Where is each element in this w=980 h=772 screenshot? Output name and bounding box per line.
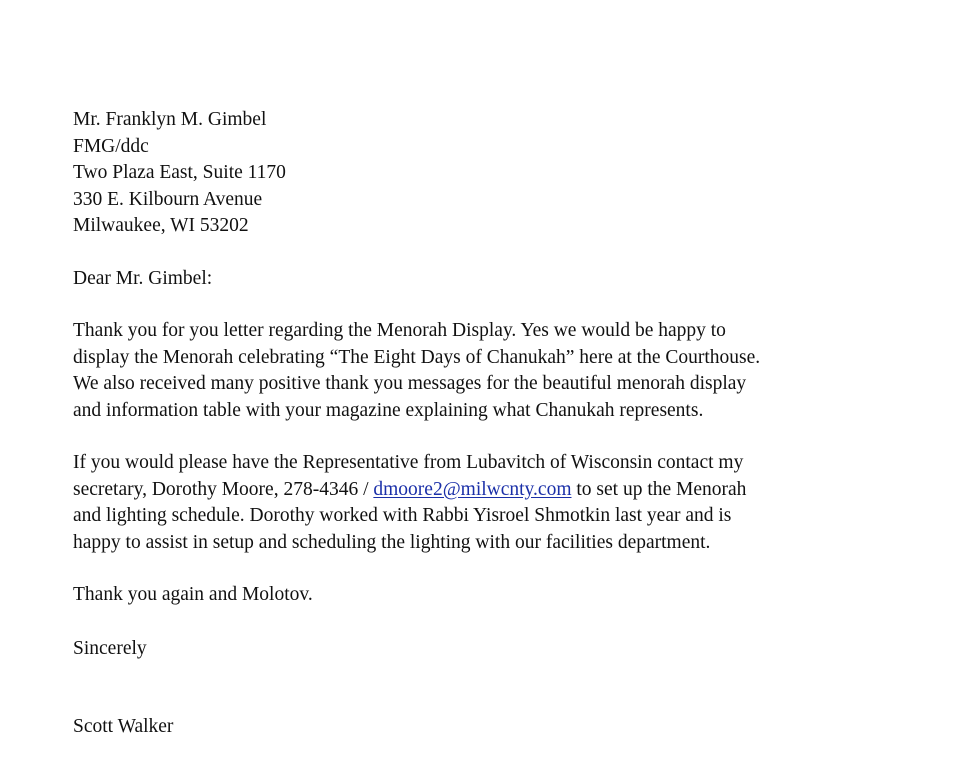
- recipient-address: [73, 107, 973, 240]
- letter-body: [73, 107, 973, 741]
- thanks-line: [73, 582, 973, 609]
- paragraph-2-line: happy to assist in setup and scheduling the lighting with our facilities department.: [73, 531, 711, 553]
- paragraph-2-line-with-email: [73, 477, 973, 504]
- paragraph-1-line: Thank you for you letter regarding the Menorah Display. Yes we would be happy to: [73, 320, 726, 341]
- paragraph-2: [73, 450, 973, 556]
- recipient-reference: FMG/ddc: [73, 135, 149, 157]
- closing: [73, 636, 973, 663]
- paragraph-1: [73, 318, 973, 424]
- recipient-address-line1: Two Plaza East, Suite 1170: [73, 162, 286, 183]
- thanks-text: Thank you again and Molotov.: [73, 584, 313, 605]
- email-link[interactable]: dmoore2@milwcnty.com: [373, 478, 572, 500]
- paragraph-2-text-before-email: secretary, Dorothy Moore, 278-4346 /: [73, 478, 374, 500]
- recipient-city-state-zip: Milwaukee, WI 53202: [73, 215, 249, 236]
- signature: [73, 714, 973, 741]
- signature-name: Scott Walker: [73, 716, 174, 737]
- closing-text: Sincerely: [73, 637, 147, 659]
- paragraph-2-line: If you would please have the Representative from Lubavitch of Wisconsin contact my: [73, 452, 744, 473]
- salutation-text: Dear Mr. Gimbel:: [73, 267, 213, 289]
- paragraph-2-text-after-email: to set up the Menorah: [571, 478, 747, 500]
- paragraph-2-line: and lighting schedule. Dorothy worked with Rabbi Yisroel Shmotkin last year and is: [73, 505, 732, 526]
- paragraph-1-line: and information table with your magazine explaining what Chanukah represents.: [73, 399, 704, 421]
- recipient-name: Mr. Franklyn M. Gimbel: [73, 109, 267, 130]
- recipient-address-line2: 330 E. Kilbourn Avenue: [73, 188, 263, 210]
- salutation: [73, 266, 973, 293]
- paragraph-1-line: We also received many positive thank you messages for the beautiful menorah display: [73, 373, 747, 394]
- paragraph-1-line: display the Menorah celebrating “The Eight Days of Chanukah” here at the Courthouse.: [73, 346, 761, 368]
